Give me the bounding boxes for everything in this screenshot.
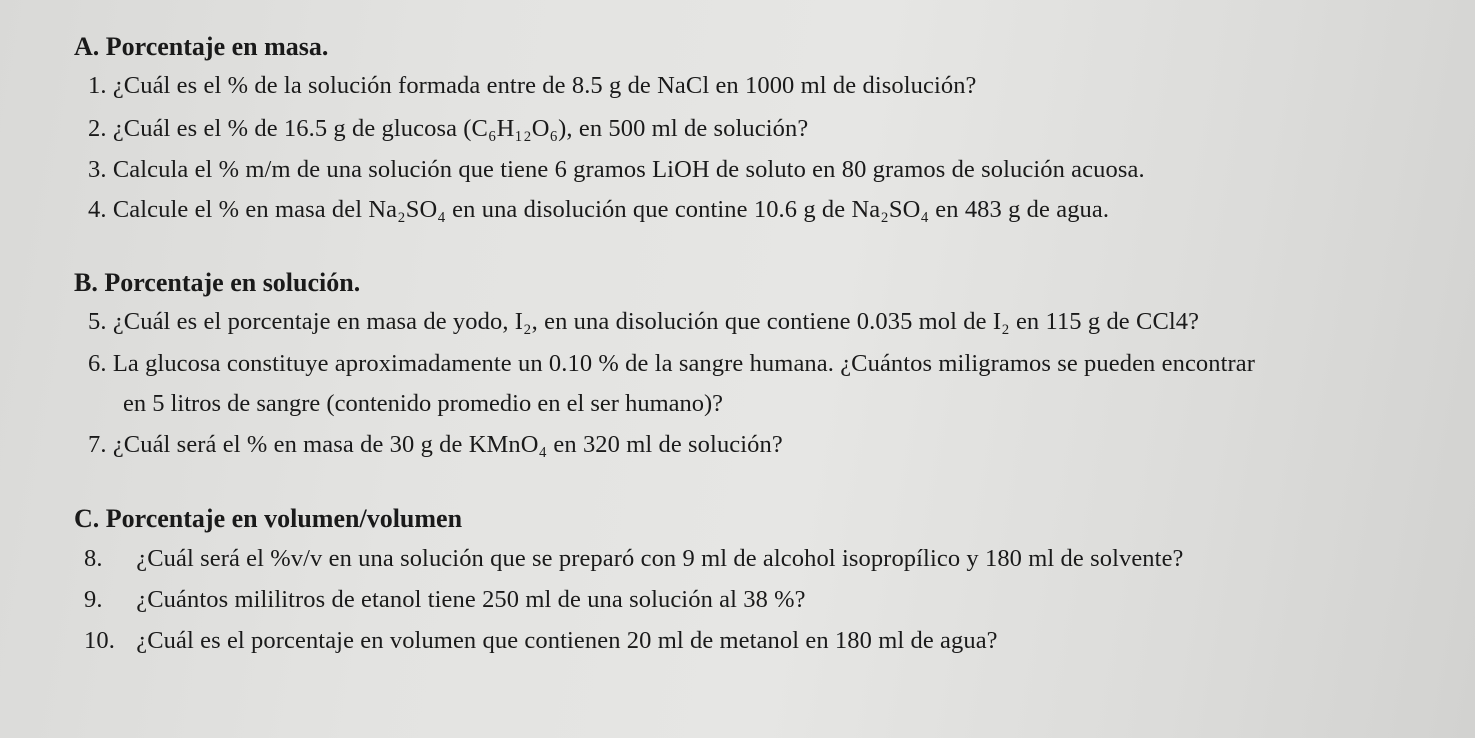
question-8-number: 8. bbox=[84, 545, 103, 572]
section-a-title: A. Porcentaje en masa. bbox=[74, 32, 329, 61]
question-5-text: ¿Cuál es el porcentaje en masa de yodo, I₂, en una disolución que contiene 0.035 mol de I₂ en 115 g de CCl4? bbox=[112, 308, 1200, 335]
question-3 bbox=[88, 156, 1145, 184]
question-2 bbox=[88, 115, 808, 143]
question-6-number: 6. bbox=[88, 350, 107, 377]
question-4-number: 4. bbox=[88, 196, 107, 223]
question-8 bbox=[84, 545, 1184, 573]
question-9-number: 9. bbox=[84, 586, 103, 613]
question-5 bbox=[88, 308, 1199, 336]
question-8-text: ¿Cuál será el %v/v en una solución que se preparó con 9 ml de alcohol isopropílico y 180 ml de solvente? bbox=[136, 545, 1184, 572]
question-7 bbox=[88, 431, 783, 459]
question-7-number: 7. bbox=[88, 431, 107, 458]
question-3-number: 3. bbox=[88, 156, 107, 183]
question-10 bbox=[84, 627, 998, 655]
section-c-title: C. Porcentaje en volumen/volumen bbox=[74, 504, 463, 533]
question-4 bbox=[88, 196, 1109, 224]
question-7-text: ¿Cuál será el % en masa de 30 g de KMnO₄ en 320 ml de solución? bbox=[112, 431, 783, 458]
question-1-text: ¿Cuál es el % de la solución formada entre de 8.5 g de NaCl en 1000 ml de disolución? bbox=[112, 72, 977, 99]
question-2-number: 2. bbox=[88, 115, 107, 142]
question-3-text: Calcula el % m/m de una solución que tiene 6 gramos LiOH de soluto en 80 gramos de solución acuosa. bbox=[112, 156, 1145, 183]
question-10-text: ¿Cuál es el porcentaje en volumen que contienen 20 ml de metanol en 180 ml de agua? bbox=[136, 627, 998, 654]
question-6-continuation: en 5 litros de sangre (contenido promedio en el ser humano)? bbox=[123, 390, 724, 417]
section-b-title: B. Porcentaje en solución. bbox=[74, 268, 361, 297]
question-6-text: La glucosa constituye aproximadamente un 0.10 % de la sangre humana. ¿Cuántos miligramos se pueden encontrar bbox=[112, 350, 1256, 377]
question-10-number: 10. bbox=[84, 627, 115, 654]
question-5-number: 5. bbox=[88, 308, 107, 335]
question-4-text: Calcule el % en masa del Na₂SO₄ en una disolución que contine 10.6 g de Na₂SO₄ en 483 g de agua. bbox=[112, 196, 1110, 223]
question-9-text: ¿Cuántos mililitros de etanol tiene 250 ml de una solución al 38 %? bbox=[136, 586, 806, 613]
question-6 bbox=[88, 350, 1255, 378]
question-1-number: 1. bbox=[88, 72, 107, 99]
question-1 bbox=[88, 72, 977, 100]
question-9 bbox=[84, 586, 806, 614]
question-2-text: ¿Cuál es el % de 16.5 g de glucosa (C₆H₁₂O₆), en 500 ml de solución? bbox=[112, 115, 809, 142]
